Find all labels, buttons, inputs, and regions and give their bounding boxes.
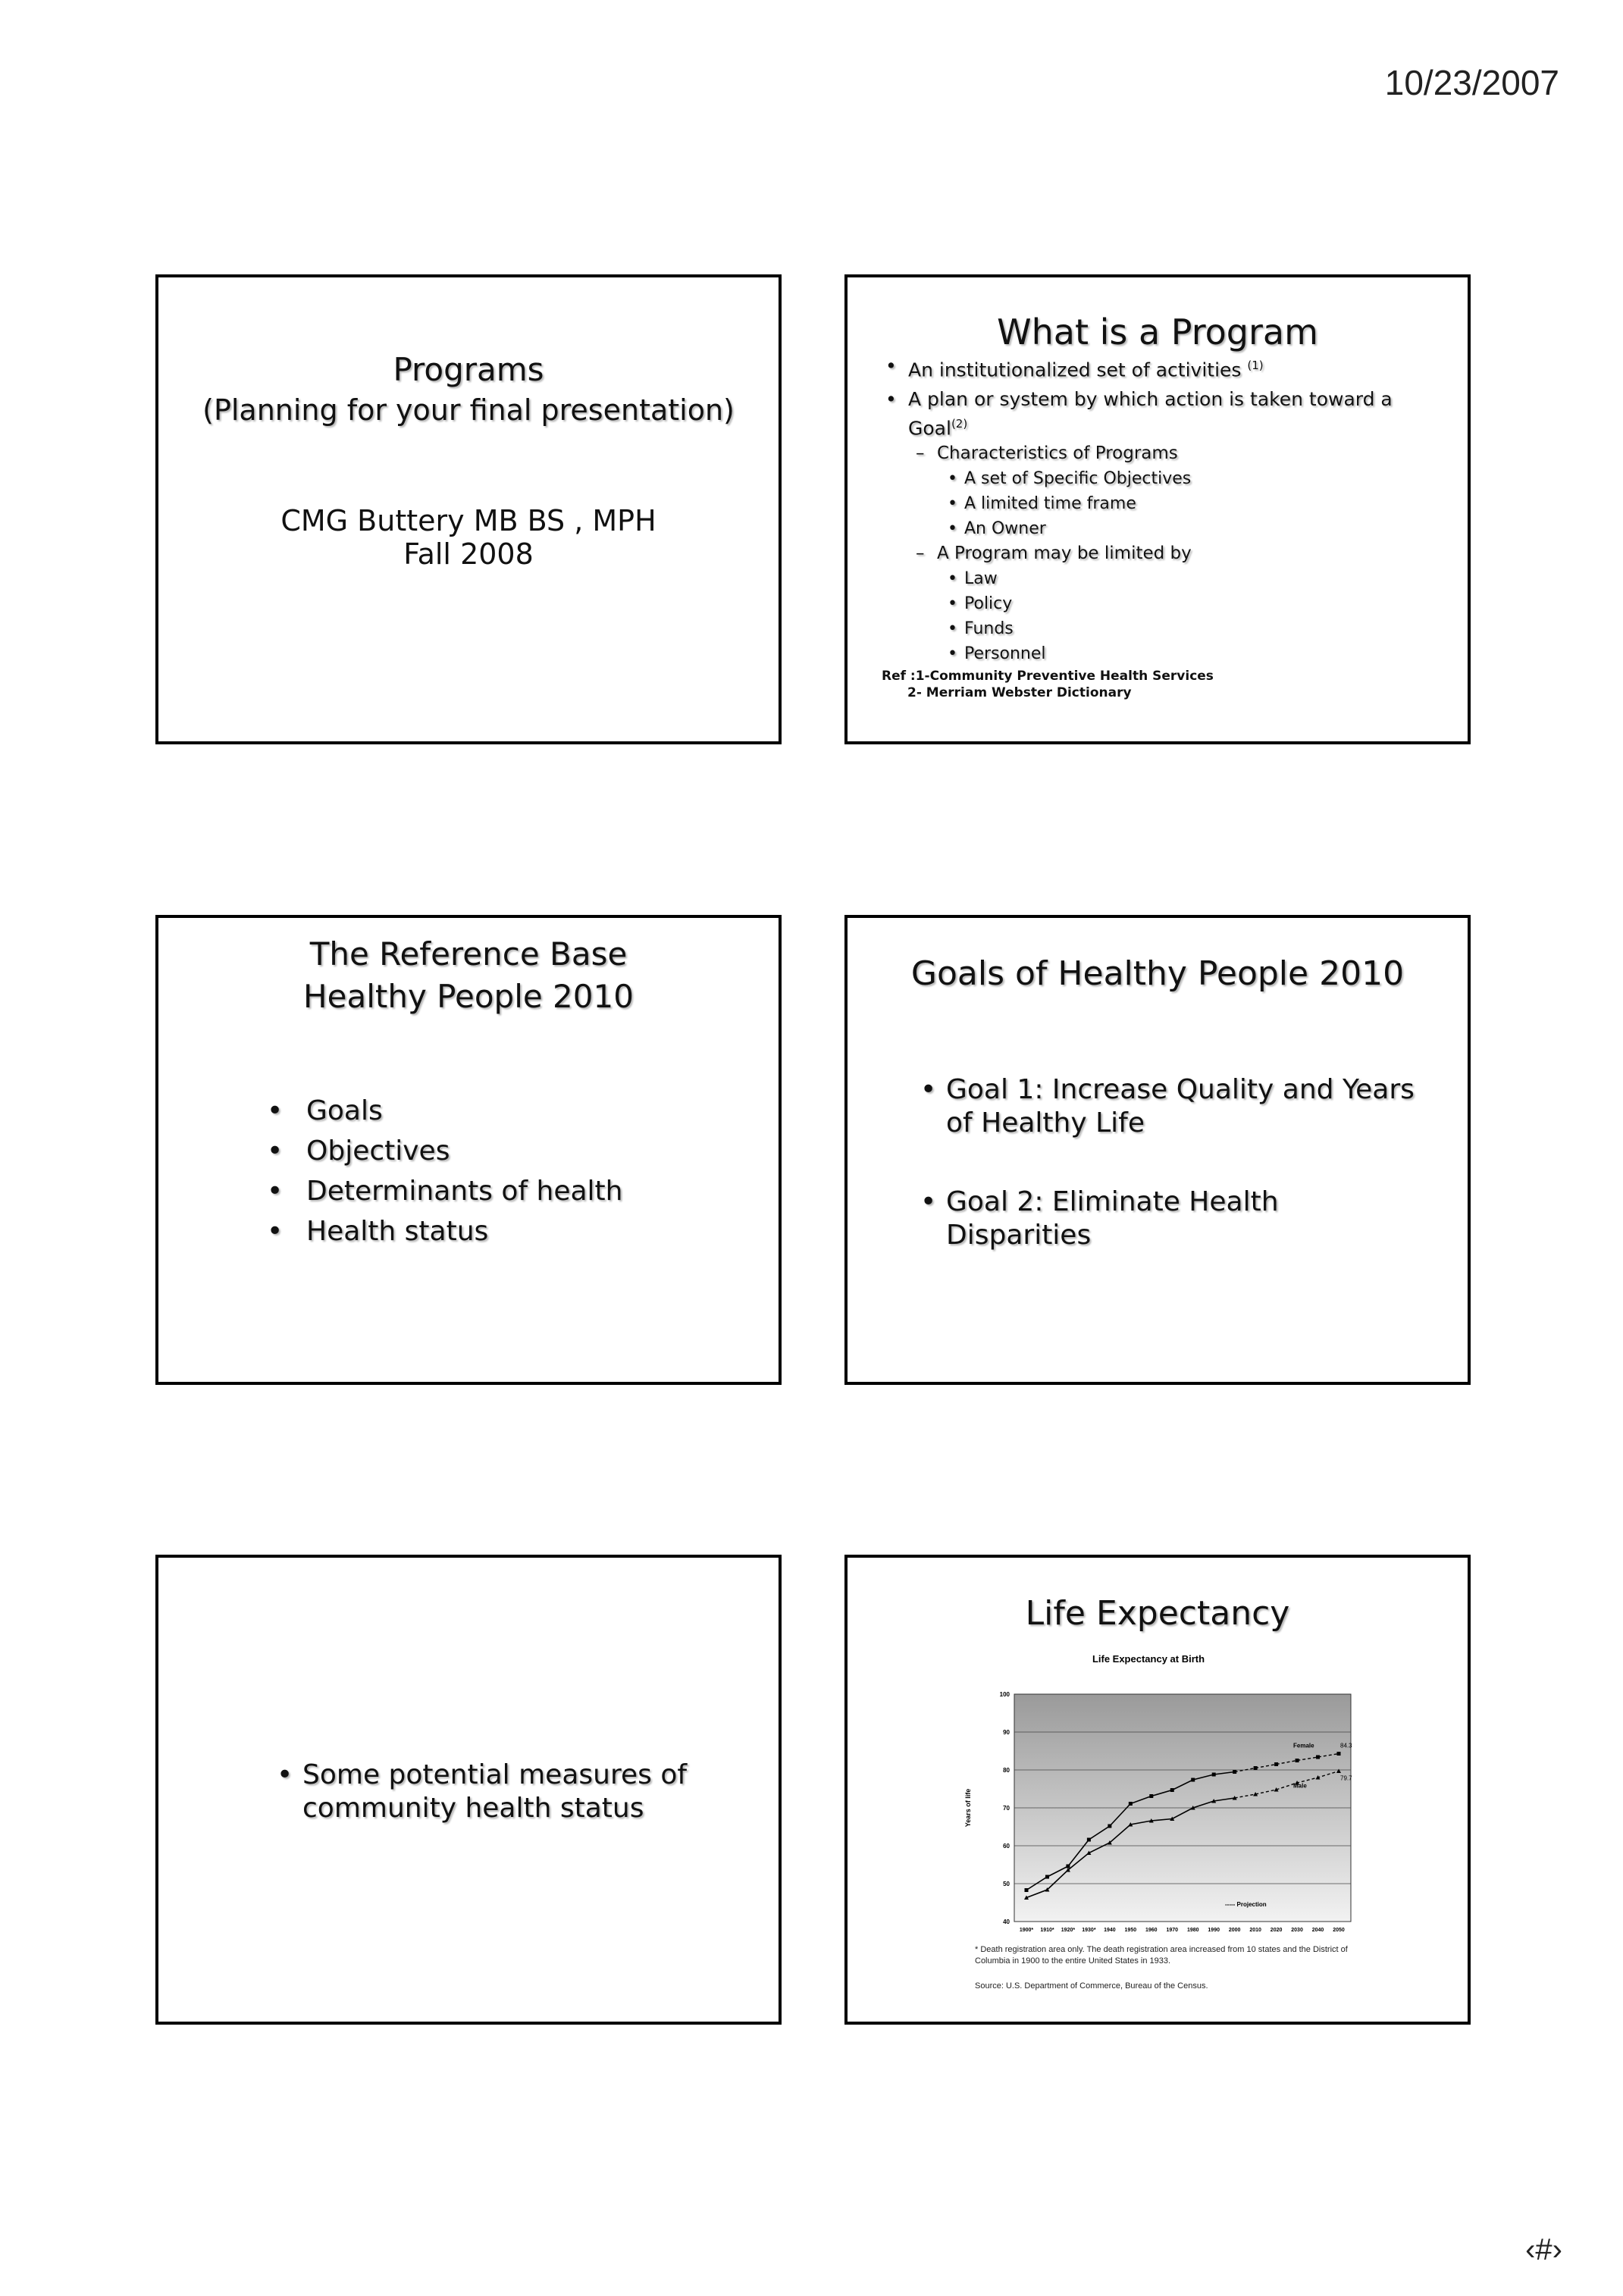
sub-sub-list (964, 466, 1437, 541)
y-tick-label: 90 (1003, 1729, 1010, 1736)
data-point (1170, 1788, 1174, 1792)
bullet-list (946, 1073, 1422, 1298)
list-item: • Law (964, 566, 1437, 591)
list-item: • Policy (964, 591, 1437, 616)
sub-sub-list (964, 566, 1437, 666)
slide-1 (155, 274, 782, 744)
y-tick-label: 60 (1003, 1843, 1010, 1850)
slide-subtitle: (Planning for your final presentation) (202, 393, 735, 427)
x-tick-label: 2000 (1228, 1928, 1241, 1933)
term-line: Fall 2008 (403, 537, 534, 571)
list-item (937, 541, 1437, 666)
list-item: • Objectives (306, 1131, 622, 1171)
reference-2: 2- Merriam Webster Dictionary (907, 685, 1132, 700)
data-point (1149, 1794, 1153, 1798)
citation-marker: (1) (1247, 359, 1264, 372)
list-item: • Goal 2: Eliminate Health Disparities (946, 1186, 1422, 1252)
citation-marker: (2) (951, 417, 968, 431)
list-item (937, 441, 1437, 541)
data-point (1316, 1756, 1320, 1759)
list-item: • An Owner (964, 516, 1437, 541)
bullet-list (302, 1759, 733, 1825)
y-tick-label: 40 (1003, 1919, 1010, 1925)
list-item: • Personnel (964, 641, 1437, 666)
x-tick-label: 1960 (1145, 1928, 1158, 1933)
author-line: CMG Buttery MB BS , MPH (280, 504, 656, 537)
series-label: Female (1293, 1742, 1314, 1749)
data-point (1212, 1773, 1216, 1777)
x-tick-label: 1900* (1019, 1928, 1034, 1933)
bullet-text: A plan or system by which action is taken toward a Goal (908, 388, 1393, 440)
list-item: • A limited time frame (964, 491, 1437, 516)
chart-footnote: * Death registration area only. The death registration area increased from 10 states and the District of Columbia in 1900 to the entire United States in 1933. (975, 1945, 1348, 1966)
x-tick-label: 1940 (1104, 1928, 1116, 1933)
end-value-label: 84.3 (1340, 1742, 1352, 1749)
slide-5 (155, 1555, 782, 2025)
x-tick-label: 2020 (1270, 1928, 1283, 1933)
list-item: • Goal 1: Increase Quality and Years of Healthy Life (946, 1073, 1422, 1140)
y-axis-ticks (1000, 1691, 1010, 1925)
bullet-list (908, 353, 1437, 666)
x-tick-label: 1920* (1061, 1928, 1076, 1933)
x-tick-label: 1990 (1208, 1928, 1220, 1933)
print-date: 10/23/2007 (1384, 63, 1559, 102)
life-expectancy-chart (961, 1649, 1355, 1967)
slide-body (908, 353, 1437, 671)
list-item: • Some potential measures of community health status (302, 1759, 733, 1825)
reference-1: Ref :1-Community Preventive Health Services (882, 669, 1214, 684)
list-item: • Determinants of health (306, 1171, 622, 1211)
data-point (1108, 1825, 1111, 1828)
slide-4 (844, 915, 1471, 1385)
x-tick-label: 2050 (1333, 1928, 1345, 1933)
x-tick-label: 2040 (1311, 1928, 1324, 1933)
y-tick-label: 50 (1003, 1881, 1010, 1887)
list-item (908, 353, 1437, 382)
data-point (1129, 1802, 1133, 1806)
slide-title (158, 933, 779, 1018)
series-label: Male (1293, 1782, 1307, 1790)
data-point (1191, 1778, 1195, 1782)
data-point (1066, 1865, 1070, 1868)
data-point (1296, 1759, 1299, 1762)
x-tick-label: 1980 (1186, 1928, 1199, 1933)
x-axis-ticks (1020, 1928, 1345, 1933)
x-tick-label: 1930* (1082, 1928, 1096, 1933)
list-item (908, 387, 1437, 666)
slide-6 (844, 1555, 1471, 2025)
slide-title: Programs (393, 351, 544, 388)
slide-title: What is a Program (997, 312, 1318, 352)
data-point (1025, 1888, 1029, 1892)
end-value-label: 79.7 (1340, 1774, 1352, 1782)
sub-heading: A Program may be limited by (937, 543, 1192, 563)
x-tick-label: 2030 (1291, 1928, 1303, 1933)
title-line-2: Healthy People 2010 (303, 978, 634, 1015)
data-point (1254, 1766, 1258, 1770)
chart-title: Life Expectancy at Birth (1092, 1653, 1205, 1665)
data-point (1337, 1752, 1341, 1756)
x-tick-label: 1910* (1040, 1928, 1054, 1933)
y-tick-label: 100 (999, 1691, 1010, 1698)
y-tick-label: 70 (1003, 1805, 1010, 1812)
data-point (1087, 1838, 1091, 1842)
list-item: • Funds (964, 616, 1437, 641)
bullet-list (306, 1091, 622, 1251)
slide-2 (844, 274, 1471, 744)
x-tick-label: 1970 (1166, 1928, 1179, 1933)
title-line-1: The Reference Base (309, 935, 628, 973)
y-tick-label: 80 (1003, 1767, 1010, 1774)
bullet-text: An institutionalized set of activities (908, 359, 1248, 381)
data-point (1274, 1762, 1278, 1766)
list-item: • Goals (306, 1091, 622, 1131)
data-point (1233, 1770, 1236, 1774)
page-number: ‹#› (1525, 2233, 1562, 2266)
x-tick-label: 2010 (1249, 1928, 1261, 1933)
slide-title: Life Expectancy (1025, 1594, 1290, 1633)
slide-title: Goals of Healthy People 2010 (910, 954, 1405, 993)
references (882, 668, 1214, 701)
data-point (1045, 1875, 1049, 1879)
list-item: • Health status (306, 1211, 622, 1251)
legend-projection: ----- Projection (1225, 1901, 1267, 1908)
sub-list (937, 441, 1437, 666)
x-tick-label: 1950 (1124, 1928, 1137, 1933)
y-axis-label: Years of life (964, 1788, 972, 1828)
sub-heading: Characteristics of Programs (937, 443, 1178, 463)
chart-source: Source: U.S. Department of Commerce, Bureau of the Census. (975, 1981, 1208, 1991)
list-item: • A set of Specific Objectives (964, 466, 1437, 491)
slide-3 (155, 915, 782, 1385)
